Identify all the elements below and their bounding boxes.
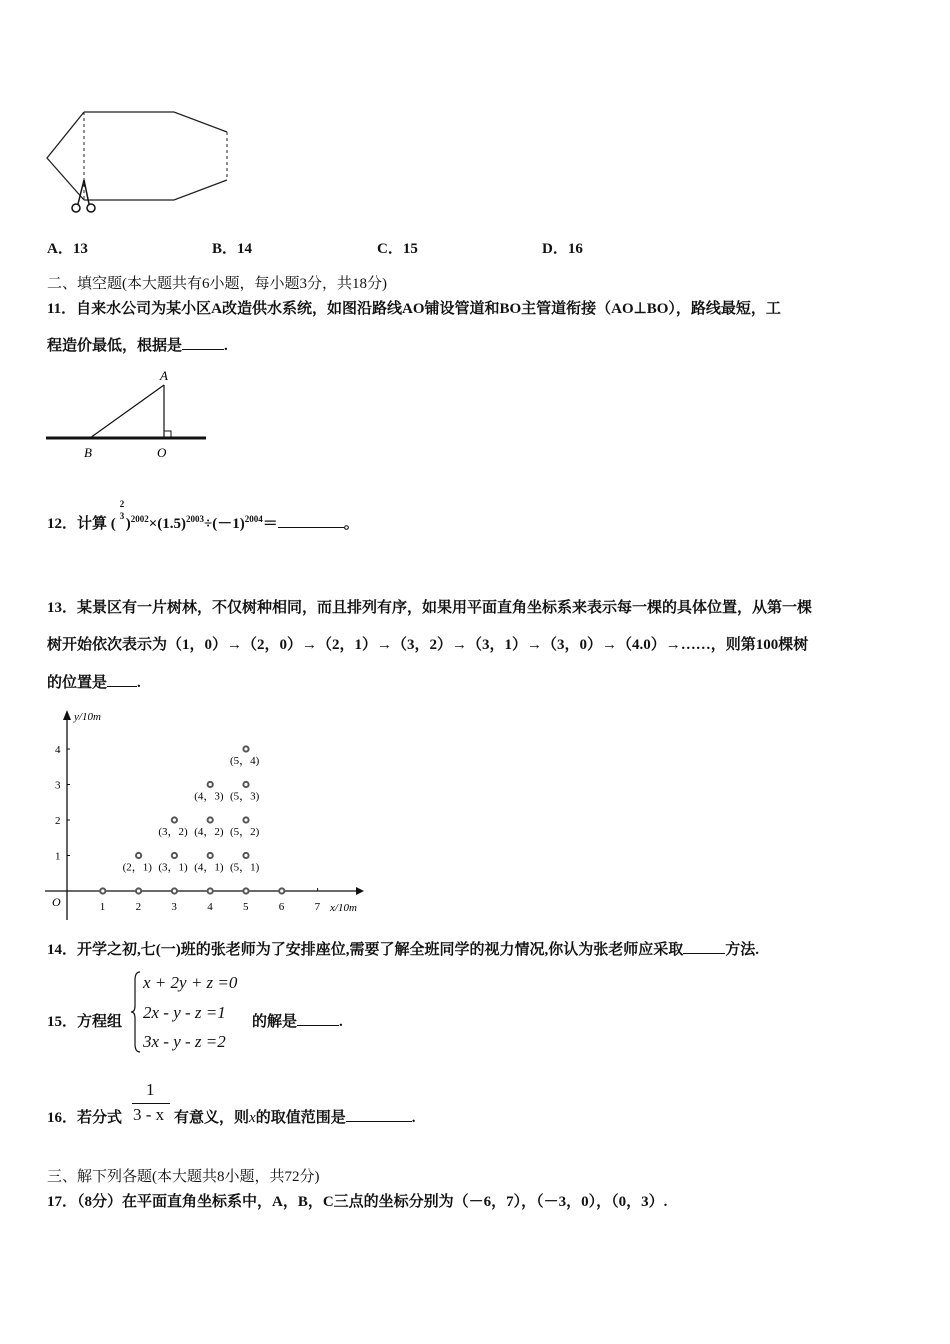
point-label: (5，4) (230, 755, 260, 767)
frac-numerator: 1 (146, 1080, 155, 1099)
x-axis-label: x/10m (330, 902, 357, 914)
tree-point (172, 888, 177, 893)
y-axis-arrow (63, 710, 71, 720)
option-c: C．15 (377, 241, 418, 257)
q16-rest (174, 1106, 415, 1127)
q13-line3 (47, 671, 141, 692)
point-label: (4，2) (194, 826, 224, 838)
tree-point (100, 888, 105, 893)
option-a: A．13 (47, 241, 88, 257)
q13-end: . (137, 675, 141, 691)
answer-blank (346, 1107, 412, 1122)
q12-end: 。 (343, 516, 359, 532)
exp1: 2002 (130, 514, 149, 524)
origin-label: O (52, 895, 61, 909)
x-axis-arrow (356, 887, 364, 895)
section-3-title: 三、解下列各题(本大题共8小题，共72分) (47, 1169, 320, 1185)
point-label: (4，3) (194, 790, 224, 803)
y-axis-label: y/10m (74, 711, 101, 723)
tree-point (208, 817, 213, 822)
frac-den: 3 (119, 511, 125, 521)
tree-point (208, 853, 213, 858)
equation-3: 3x - y - z =2 (143, 1032, 226, 1051)
q12-mid3: ÷(－1) (204, 516, 245, 532)
y-tick-label: 1 (55, 850, 61, 863)
q16-suffix: 的取值范围是 (255, 1110, 346, 1126)
exp2: 2003 (186, 514, 205, 524)
q11-text: 程造价最低，根据是 (47, 338, 183, 354)
q16-prefix: 16．若分式 (47, 1110, 123, 1126)
q11-end: . (224, 338, 228, 354)
q12 (47, 499, 359, 533)
tree-point (172, 817, 177, 822)
q11-line2 (47, 334, 228, 355)
point-label: (5，3) (230, 790, 260, 803)
label-o: O (157, 445, 167, 460)
y-tick-label: 4 (55, 744, 61, 756)
x-tick-label: 7 (314, 901, 321, 913)
tree-point (136, 888, 141, 893)
point-label: (3，1) (158, 861, 188, 874)
octagon-figure (0, 0, 260, 230)
q13-line1: 13．某景区有一片树林，不仅树种相同，而且排列有序，如果用平面直角坐标系来表示每一棵的具体位置，从第一棵 (47, 600, 813, 616)
q15-end: . (339, 1014, 343, 1030)
q11-line1: 11．自来水公司为某小区A改造供水系统，如图沿路线AO铺设管道和BO主管道衔接（AO⊥BO），路线最短，工 (47, 301, 781, 317)
equation-1: x + 2y + z =0 (143, 973, 238, 992)
q13-line2: 树开始依次表示为（1，0）→（2，0）→（2，1）→（3，2）→（3，1）→（3，0）→（4.0）→……，则第100棵树 (47, 637, 809, 653)
answer-blank (278, 513, 344, 528)
answer-blank (683, 939, 725, 954)
fraction (120, 498, 125, 522)
brace (130, 970, 142, 1054)
point-label: (5，2) (230, 826, 260, 838)
point-label: (4，1) (194, 861, 224, 874)
q15-prefix: 15．方程组 (47, 1014, 123, 1030)
q16-end: . (411, 1110, 416, 1126)
tree-point (208, 782, 213, 787)
frac-num: 2 (119, 499, 125, 509)
x-tick-label: 3 (171, 901, 177, 913)
option-d: D．16 (542, 241, 583, 257)
y-tick-label: 3 (55, 779, 61, 792)
x-tick-label: 1 (99, 901, 106, 913)
y-tick-label: 2 (55, 815, 61, 827)
fraction-line (132, 1103, 170, 1104)
tree-point (136, 853, 141, 858)
q11-figure (40, 365, 220, 465)
q15-suffix-text: 的解是 (252, 1014, 298, 1030)
tree-point (172, 853, 177, 858)
label-b: B (84, 445, 92, 460)
exp3: 2004 (244, 514, 263, 524)
q12-mid2: ×(1.5) (148, 516, 187, 532)
label-a: A (160, 368, 168, 383)
answer-blank (107, 672, 137, 687)
variable-x: x (249, 1110, 256, 1126)
q12-eq: ＝ (262, 516, 278, 532)
x-tick-label: 4 (207, 901, 213, 913)
q15-suffix (252, 1010, 343, 1031)
tree-point (243, 853, 248, 858)
tree-point (243, 888, 248, 893)
option-b: B．14 (212, 241, 253, 257)
point-label: (3，2) (158, 826, 188, 838)
q12-paren: ) (125, 516, 131, 532)
x-tick-label: 6 (278, 901, 285, 913)
tree-point (208, 888, 213, 893)
answer-blank (182, 335, 224, 350)
x-tick-label: 5 (243, 901, 249, 913)
point-label: (5，1) (230, 861, 260, 874)
answer-blank (297, 1011, 339, 1026)
q16-mid: 有意义，则 (174, 1110, 250, 1126)
point-label: (2，1) (122, 861, 152, 874)
q14-end: 方法. (725, 942, 760, 958)
q17: 17．（8分）在平面直角坐标系中，A，B，C三点的坐标分别为（－6，7），（－3，0），（0，3）. (47, 1194, 668, 1210)
tree-point (243, 746, 248, 751)
q14 (47, 938, 759, 959)
tree-point (243, 782, 248, 787)
q14-text: 14．开学之初,七(一)班的张老师为了安排座位,需要了解全班同学的视力情况,你认为张老师应采取 (47, 942, 684, 958)
q12-prefix: 12．计算 ( (47, 516, 116, 532)
tree-point (279, 888, 284, 893)
frac-denominator: 3 - x (133, 1105, 165, 1124)
section-2-title: 二、填空题(本大题共有6小题，每小题3分，共18分) (47, 276, 387, 292)
q13-text: 的位置是 (47, 675, 108, 691)
tree-point (243, 817, 248, 822)
x-tick-label: 2 (135, 901, 142, 913)
equation-2: 2x - y - z =1 (143, 1003, 226, 1022)
